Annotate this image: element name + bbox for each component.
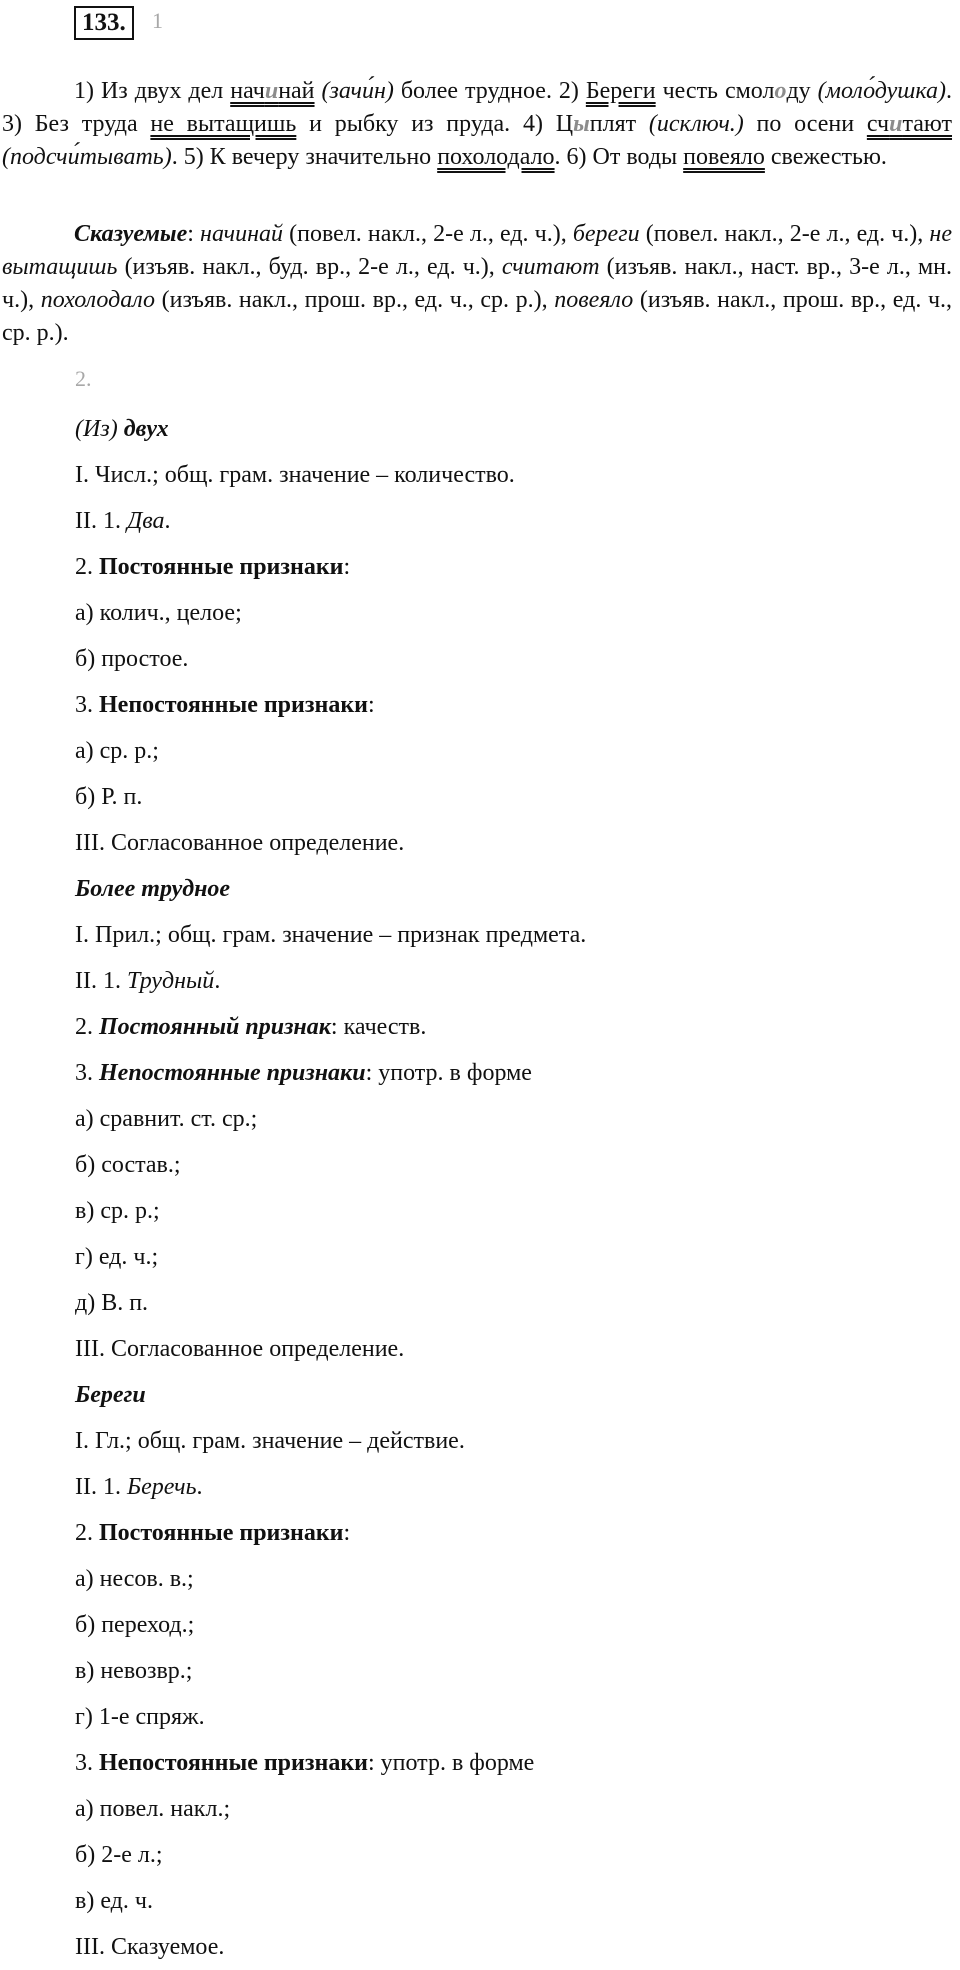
morphological-analysis <box>75 406 586 1970</box>
analysis-line: а) сравнит. ст. ср.; <box>75 1106 258 1132</box>
predicates-heading: Сказуемые <box>74 221 188 247</box>
analysis-line: 2. Постоянные признаки: <box>75 554 351 580</box>
analysis-line: а) повел. накл.; <box>75 1796 231 1822</box>
analysis-heading: (Из) двух <box>75 416 169 442</box>
analysis-line: в) невозвр.; <box>75 1658 193 1684</box>
analysis-line: III. Сказуемое. <box>75 1934 225 1960</box>
predicates-paragraph: Сказуемые: начинай (повел. накл., 2-е л., ед. ч.), береги (повел. накл., 2-е л., ед. ч.), не вытащишь (изъяв. накл., буд. вр., 2-е л., ед. ч.), считают (изъяв. накл., наст. вр., 3-е л., мн. ч.), похолодало (изъяв. накл., прош. вр., ед. ч., ср. р.), повеяло (изъяв. накл., прош. вр., ед. ч., ср. р.). <box>2 221 953 346</box>
analysis-line: I. Гл.; общ. грам. значение – действие. <box>75 1428 465 1454</box>
analysis-line: б) переход.; <box>75 1612 195 1638</box>
analysis-heading: Береги <box>75 1382 146 1408</box>
predicate-pokholodalo: похолодало <box>437 144 555 170</box>
analysis-line: I. Числ.; общ. грам. значение – количество. <box>75 462 515 488</box>
hint-text: (подсчи́тывать) <box>2 144 172 170</box>
predicate-schitayut: считают <box>866 111 953 137</box>
section-marker-1: 1 <box>152 8 163 33</box>
analysis-heading: Более трудное <box>75 876 231 902</box>
analysis-line: II. 1. Беречь. <box>75 1474 203 1500</box>
analysis-line: в) ед. ч. <box>75 1888 153 1914</box>
analysis-line: III. Согласованное определение. <box>75 1336 405 1362</box>
predicate-ne-vytashchish: не вытащишь <box>150 111 297 137</box>
analysis-line: II. 1. Два. <box>75 508 171 534</box>
analysis-line: г) 1-е спряж. <box>75 1704 205 1730</box>
predicate-poveyalo: повеяло <box>683 144 765 170</box>
hint-text: (зачи́н) <box>321 78 394 104</box>
exercise-number: 133. <box>74 6 134 40</box>
analysis-line: г) ед. ч.; <box>75 1244 159 1270</box>
predicate-nachinai: начинай <box>230 78 315 104</box>
analysis-line: а) ср. р.; <box>75 738 159 764</box>
analysis-line: б) 2-е л.; <box>75 1842 163 1868</box>
analysis-line: 2. Постоянный признак: качеств. <box>75 1014 427 1040</box>
analysis-line: а) колич., целое; <box>75 600 242 626</box>
analysis-line: а) несов. в.; <box>75 1566 194 1592</box>
analysis-line: III. Согласованное определение. <box>75 830 405 856</box>
analysis-line: в) ср. р.; <box>75 1198 160 1224</box>
analysis-line: б) состав.; <box>75 1152 181 1178</box>
analysis-line: I. Прил.; общ. грам. значение – признак предмета. <box>75 922 587 948</box>
analysis-line: б) Р. п. <box>75 784 143 810</box>
predicate-beregi: Береги <box>585 78 656 104</box>
analysis-line: 3. Непостоянные признаки: <box>75 692 375 718</box>
analysis-line: д) В. п. <box>75 1290 149 1316</box>
analysis-line: II. 1. Трудный. <box>75 968 221 994</box>
hint-text: (моло́душка) <box>817 78 947 104</box>
hint-text: (исключ.) <box>648 111 744 137</box>
analysis-line: б) простое. <box>75 646 189 672</box>
exercise-sentences: 1) Из двух дел начинай (зачи́н) более трудное. 2) Береги честь смолоду (моло́душка). 3) Без труда не вытащишь и рыбку из пруда. 4) Цыплят (исключ.) по осени считают (подсчи́тывать). 5) К вечеру значительно похолодало. 6) От воды повеяло свежестью. <box>2 78 953 170</box>
analysis-line: 3. Непостоянные признаки: употр. в форме <box>75 1750 535 1776</box>
analysis-line: 2. Постоянные признаки: <box>75 1520 351 1546</box>
section-marker-2: 2. <box>75 366 92 391</box>
analysis-line: 3. Непостоянные признаки: употр. в форме <box>75 1060 532 1086</box>
